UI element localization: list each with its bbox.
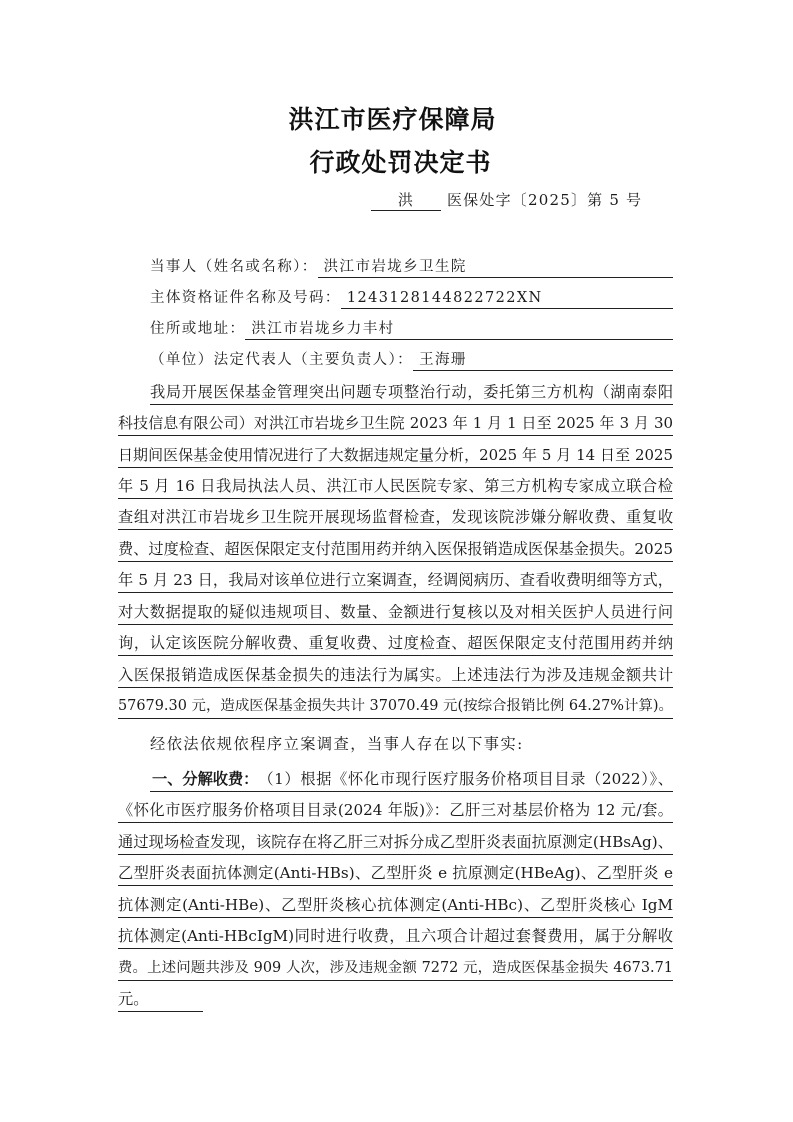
paragraph-line: 年 5 月 23 日，我局对该单位进行立案调查，经调阅病历、查看收费明细等方式， [118,568,673,593]
paragraph-line: 科技信息有限公司）对洪江市岩垅乡卫生院 2023 年 1 月 1 日至 2025 年 3 月 30 [118,411,673,436]
party-address-label: 住所或地址： [150,321,246,337]
paragraph-line: 年 5 月 16 日我局执法人员、洪江市人民医院专家、第三方机构专家成立联合检 [118,474,673,499]
paragraph-line: 日期间医保基金使用情况进行了大数据违规定量分析，2025 年 5 月 14 日至 2025 [118,443,673,468]
party-id-field [150,287,673,309]
party-id-label: 主体资格证件名称及号码： [150,290,341,306]
party-id-value: 1243128144822722XN [341,287,673,309]
paragraph-line: 入医保报销造成医保基金损失的违法行为属实。上述违法行为涉及违规金额共计 [118,663,673,688]
party-representative-field [150,349,673,371]
party-name-field [150,256,673,278]
paragraph-line: 查组对洪江市岩垅乡卫生院开展现场监督检查，发现该院涉嫌分解收费、重复收 [118,505,673,530]
paragraph-line: 抗体测定(Anti-HBe)、乙型肝炎核心抗体测定(Anti-HBc)、乙型肝炎核心 IgM [118,893,673,918]
paragraph-line: 询，认定该医院分解收费、重复收费、过度检查、超医保限定支付范围用药并纳 [118,631,673,656]
doc-number-value: 5 [609,191,621,209]
document-number [371,189,642,211]
party-address-field [150,318,673,340]
section-heading-line [150,767,673,792]
paragraph-line: 抗体测定(Anti-HBcIgM)同时进行收费，且六项合计超过套餐费用，属于分解收 [118,924,673,949]
paragraph-line: 57679.30 元，造成医保基金损失共计 37070.49 元(按综合报销比例 64.27%计算)。 [118,694,673,719]
doc-number-middle: 医保处字〔2025〕第 [446,191,604,209]
paragraph-line: 费。上述问题共涉及 909 人次，涉及违规金额 7272 元，造成医保基金损失 4673.71 [118,956,673,981]
party-name-value: 洪江市岩垅乡卫生院 [318,256,673,278]
paragraph-line: 我局开展医保基金管理突出问题专项整治行动，委托第三方机构（湖南泰阳 [150,380,673,405]
paragraph-line: 乙型肝炎表面抗体测定(Anti-HBs)、乙型肝炎 e 抗原测定(HBeAg)、乙型肝炎 e [118,861,673,886]
section-heading: 一、分解收费： [152,770,259,788]
doc-number-prefix: 洪 [371,189,441,211]
paragraph-line-last: 元。 [118,987,203,1012]
paragraph-line: 通过现场检查发现，该院存在将乙肝三对拆分成乙型肝炎表面抗原测定(HBsAg)、 [118,830,673,855]
paragraph-line: 费、过度检查、超医保限定支付范围用药并纳入医保报销造成医保基金损失。2025 [118,537,673,562]
paragraph-line: 《怀化市医疗服务价格项目目录(2024 年版)》：乙肝三对基层价格为 12 元/套。 [118,798,673,823]
agency-title: 洪江市医疗保障局 [288,105,497,134]
doc-number-suffix: 号 [626,191,643,209]
party-representative-label: （单位）法定代表人（主要负责人）： [150,352,414,368]
section-first-line-text: （1）根据《怀化市现行医疗服务价格项目目录（2022）》、 [258,770,673,788]
paragraph-line: 对大数据提取的疑似违规项目、数量、金额进行复核以及对相关医护人员进行问 [118,600,673,625]
paragraph-facts-intro: 经依法依规依程序立案调查，当事人存在以下事实: [150,735,524,753]
document-type-title: 行政处罚决定书 [309,148,492,177]
party-representative-value: 王海珊 [413,349,673,371]
party-name-label: 当事人（姓名或名称）： [150,259,318,275]
party-address-value: 洪江市岩垅乡力丰村 [245,318,673,340]
